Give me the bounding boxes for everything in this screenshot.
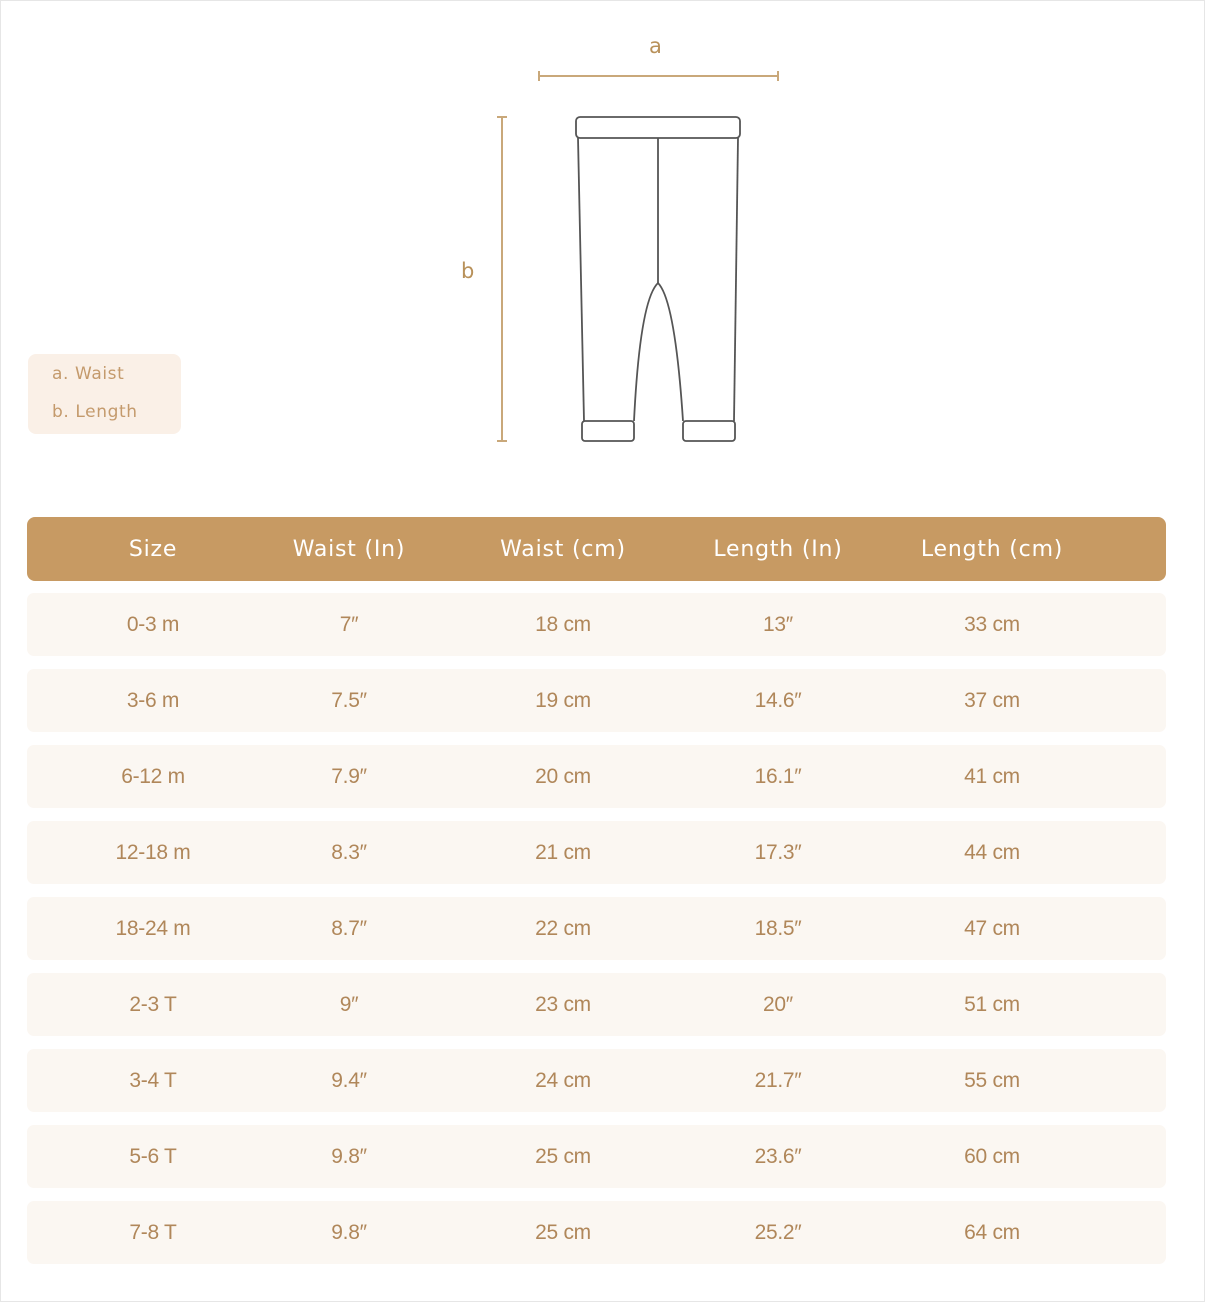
table-row	[27, 745, 1166, 808]
cell-waist-cm: 21 cm	[535, 840, 591, 864]
header-size: Size	[128, 536, 178, 562]
table-row	[27, 593, 1166, 656]
cell-length-in: 23.6″	[754, 1144, 802, 1168]
cell-length-in: 18.5″	[754, 916, 802, 940]
cell-size: 5-6 T	[129, 1144, 177, 1168]
length-dimension-label: b	[461, 259, 475, 283]
cell-waist-cm: 23 cm	[535, 992, 591, 1016]
cell-waist-in: 8.7″	[331, 916, 367, 940]
cell-size: 18-24 m	[115, 916, 191, 940]
header-length-in: Length (In)	[713, 536, 843, 562]
cell-waist-cm: 20 cm	[535, 764, 591, 788]
cell-length-cm: 41 cm	[964, 764, 1020, 788]
cell-size: 7-8 T	[129, 1220, 177, 1244]
cell-waist-cm: 24 cm	[535, 1068, 591, 1092]
table-row	[27, 1125, 1166, 1188]
cell-size: 0-3 m	[126, 612, 180, 636]
header-waist-cm: Waist (cm)	[500, 536, 626, 562]
pants-outline	[576, 117, 740, 441]
cell-waist-in: 9.8″	[331, 1144, 367, 1168]
cell-length-in: 21.7″	[754, 1068, 802, 1092]
cell-waist-cm: 22 cm	[535, 916, 591, 940]
cell-length-cm: 33 cm	[964, 612, 1020, 636]
table-row	[27, 1201, 1166, 1264]
cell-size: 12-18 m	[115, 840, 191, 864]
cell-waist-cm: 19 cm	[535, 688, 591, 712]
waist-dimension-label: a	[649, 34, 662, 58]
cell-waist-in: 8.3″	[331, 840, 367, 864]
measurement-legend	[28, 354, 181, 434]
cell-length-cm: 51 cm	[964, 992, 1020, 1016]
cell-waist-cm: 18 cm	[535, 612, 591, 636]
cell-length-cm: 60 cm	[964, 1144, 1020, 1168]
waist-dimension-line	[539, 71, 778, 81]
length-dimension-line	[497, 117, 507, 441]
cell-size: 3-6 m	[126, 688, 180, 712]
cell-length-cm: 37 cm	[964, 688, 1020, 712]
cell-size: 2-3 T	[129, 992, 177, 1016]
cell-length-in: 25.2″	[754, 1220, 802, 1244]
table-row	[27, 1049, 1166, 1112]
cell-waist-in: 9.8″	[331, 1220, 367, 1244]
table-row	[27, 897, 1166, 960]
table-header	[27, 517, 1166, 581]
cell-length-in: 16.1″	[754, 764, 802, 788]
cell-size: 3-4 T	[129, 1068, 177, 1092]
cell-waist-in: 7″	[339, 612, 359, 636]
cell-size: 6-12 m	[121, 764, 185, 788]
cell-length-in: 17.3″	[754, 840, 802, 864]
cell-length-cm: 64 cm	[964, 1220, 1020, 1244]
cell-waist-in: 7.9″	[331, 764, 367, 788]
cell-waist-in: 9″	[339, 992, 359, 1016]
cell-length-cm: 47 cm	[964, 916, 1020, 940]
legend-item-waist: a. Waist	[52, 364, 125, 384]
cell-length-cm: 44 cm	[964, 840, 1020, 864]
cell-length-in: 13″	[763, 612, 793, 636]
cell-waist-cm: 25 cm	[535, 1144, 591, 1168]
header-length-cm: Length (cm)	[920, 536, 1064, 562]
cell-length-in: 14.6″	[754, 688, 802, 712]
cell-length-cm: 55 cm	[964, 1068, 1020, 1092]
cell-waist-in: 7.5″	[331, 688, 367, 712]
legend-item-length: b. Length	[52, 402, 138, 422]
table-row	[27, 973, 1166, 1036]
cell-waist-in: 9.4″	[331, 1068, 367, 1092]
header-waist-in: Waist (In)	[292, 536, 406, 562]
table-row	[27, 821, 1166, 884]
cell-waist-cm: 25 cm	[535, 1220, 591, 1244]
cell-length-in: 20″	[763, 992, 793, 1016]
table-row	[27, 669, 1166, 732]
